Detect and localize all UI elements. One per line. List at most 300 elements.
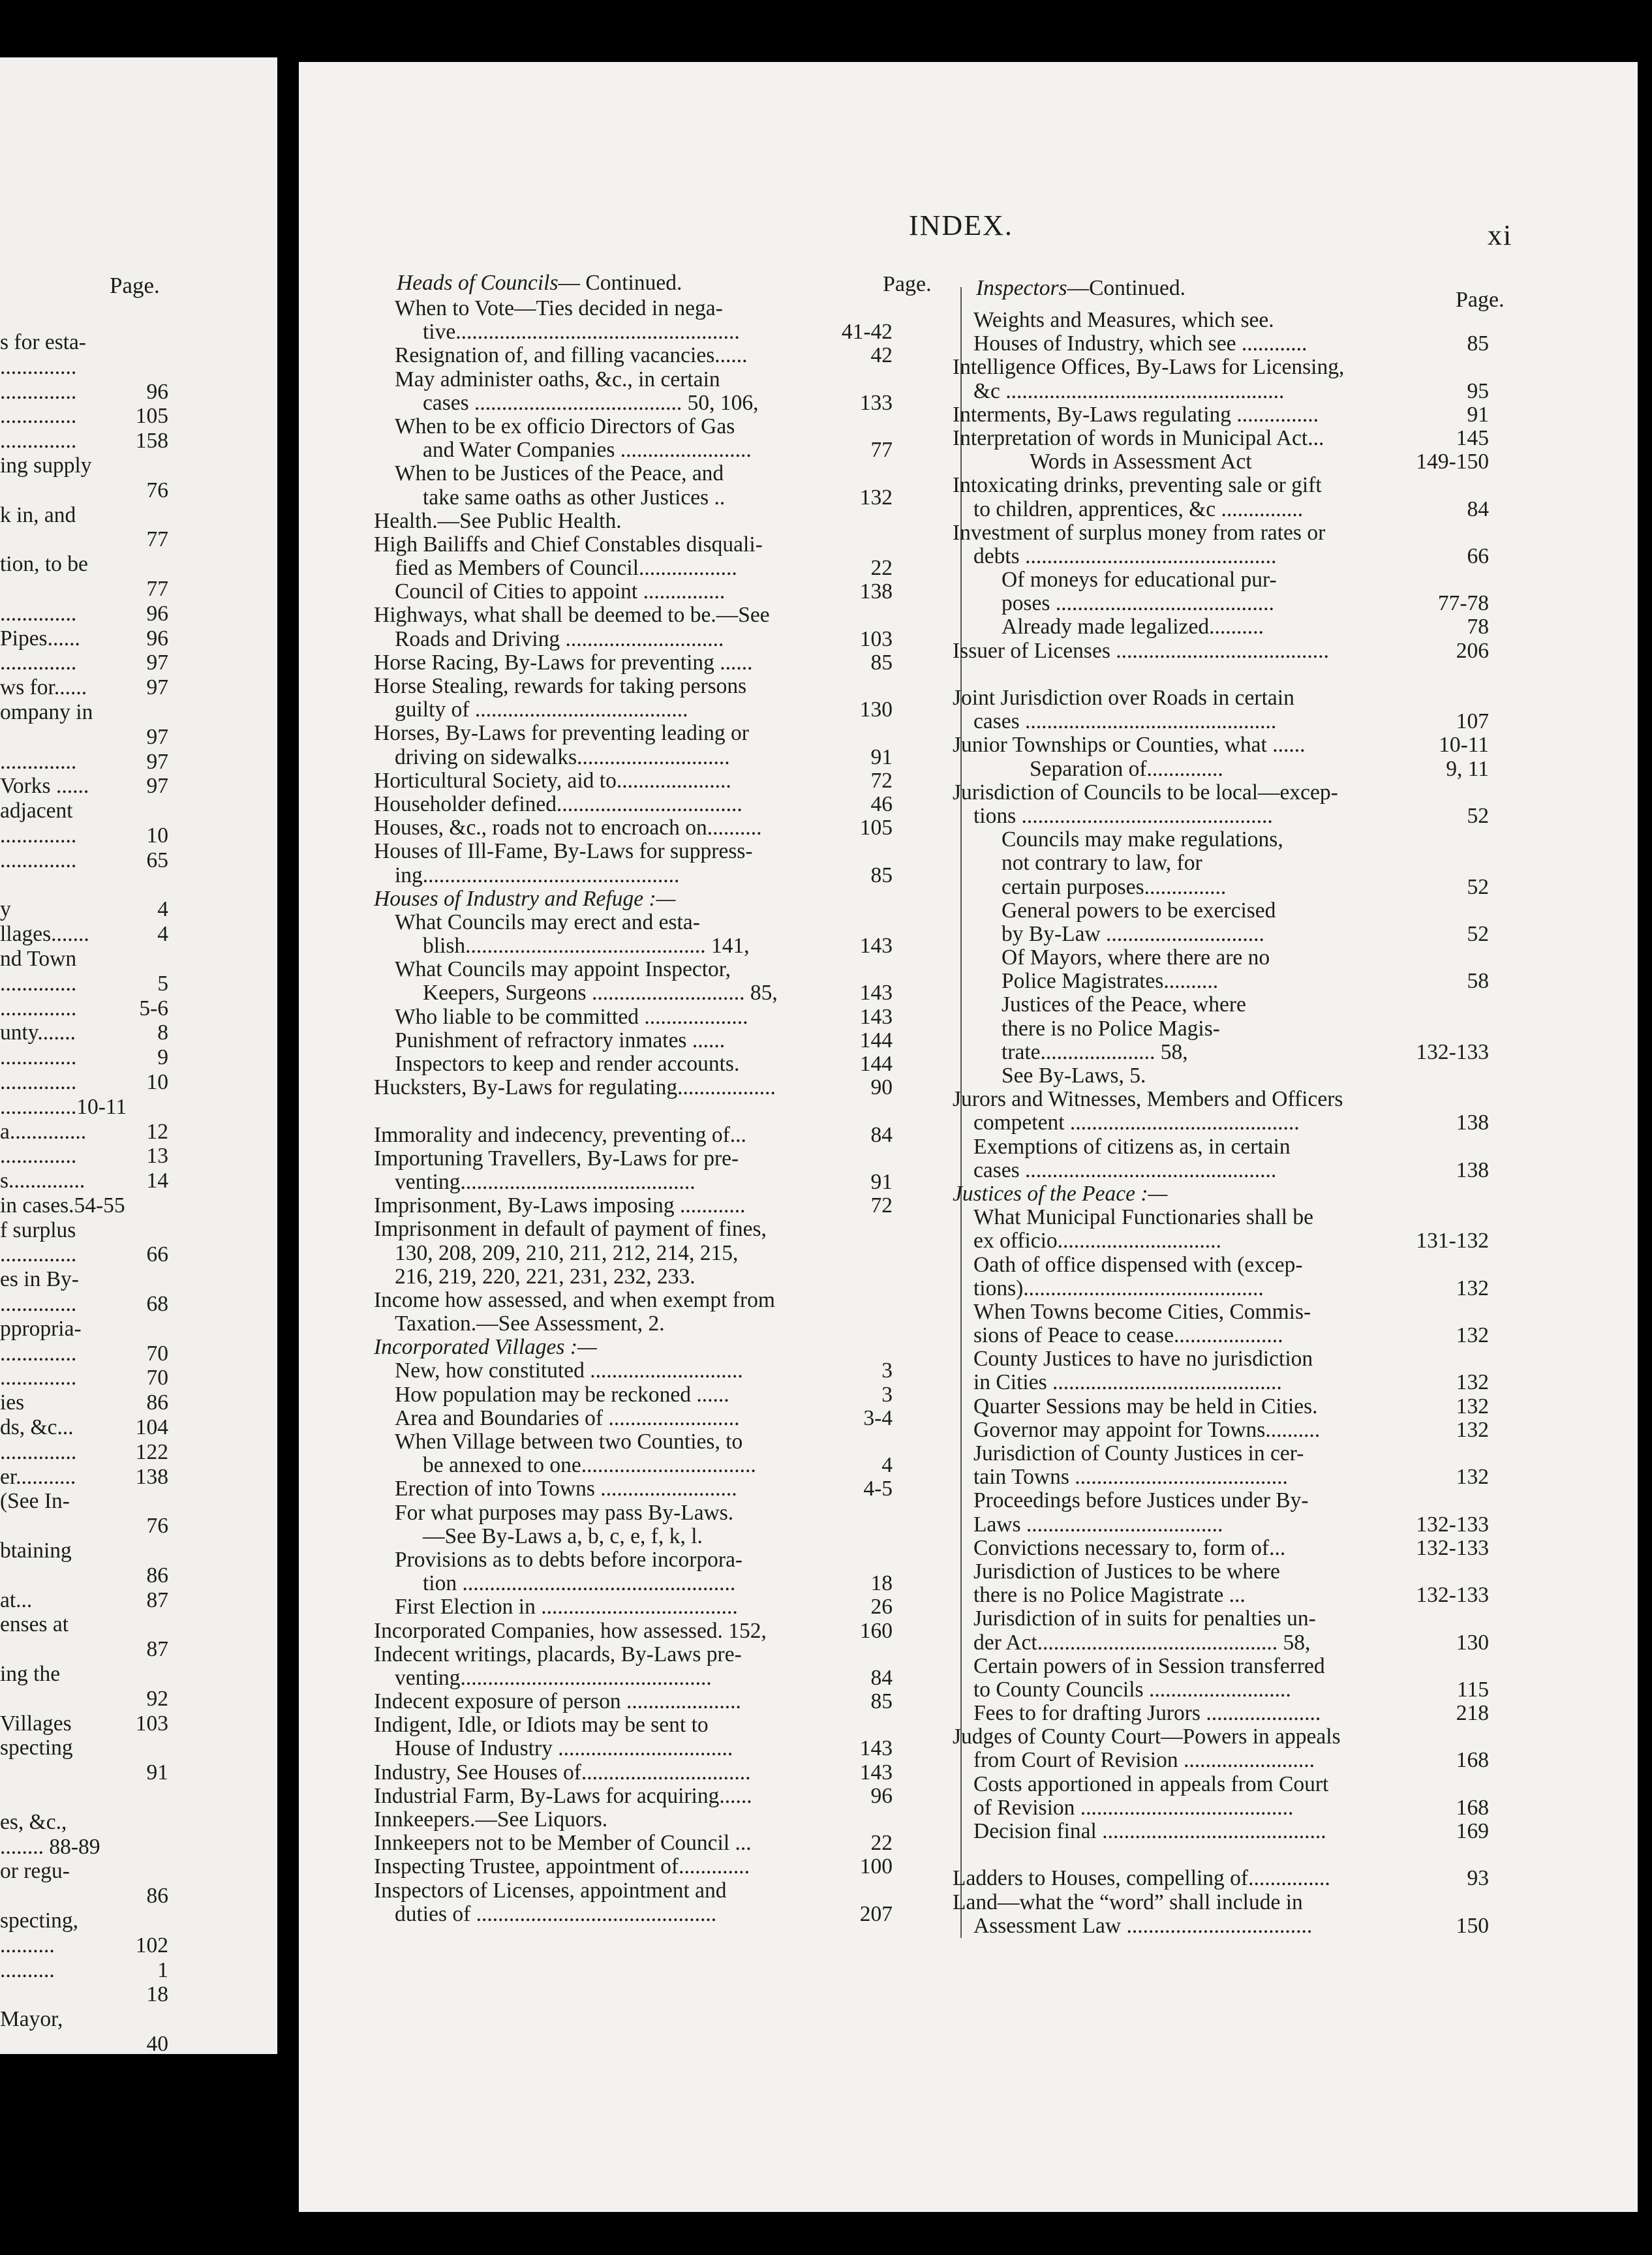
index-entry (374, 1501, 893, 1525)
index-page (299, 62, 1638, 2212)
index-entry (374, 1194, 893, 1218)
left-index-fragment-row (0, 1390, 168, 1415)
left-index-fragment-row (0, 1662, 168, 1687)
index-entry (953, 1111, 1489, 1135)
fragment-page-ref: 66 (146, 1242, 168, 1267)
left-index-fragment-row (0, 1169, 168, 1193)
fragment-page-ref: 105 (135, 404, 168, 429)
entry-page-ref: 90 (870, 1075, 893, 1100)
entry-text: Jurisdiction of Justices to be where (973, 1559, 1280, 1584)
index-entry (374, 1548, 893, 1572)
entry-text: —See By-Laws a, b, c, e, f, k, l. (423, 1524, 703, 1548)
entry-text: venting........................................... (395, 1169, 696, 1194)
index-entry (374, 344, 893, 367)
entry-page-ref: 207 (859, 1901, 893, 1926)
index-entry (374, 1383, 893, 1407)
fragment-text: Pipes...... (0, 626, 80, 651)
index-entry (374, 604, 893, 627)
index-entry (374, 1666, 893, 1690)
entry-page-ref: 143 (859, 1760, 893, 1785)
entry-text: Highways, what shall be deemed to be.—See (374, 603, 770, 628)
entry-page-ref: 91 (1467, 402, 1489, 427)
index-entry (374, 1218, 893, 1241)
entry-text: County Justices to have no jurisdiction (973, 1347, 1313, 1372)
entry-text: Jurisdiction of in suits for penalties un- (973, 1606, 1316, 1631)
fragment-text: tion, to be (0, 552, 88, 577)
fragment-text: ing supply (0, 453, 92, 478)
left-page-fragment (0, 57, 277, 2054)
fragment-page-ref: 10 (146, 1069, 168, 1094)
entry-text: not contrary to law, for (1002, 851, 1202, 876)
left-index-fragment-row (0, 1366, 168, 1390)
fragment-page-ref: 65 (146, 848, 168, 872)
col1-title-suffix: — Continued. (558, 271, 682, 295)
left-index-fragment-row (0, 1317, 168, 1342)
left-index-fragment-row (0, 1144, 168, 1169)
entry-page-ref: 132 (1456, 1465, 1489, 1490)
index-entry (374, 510, 893, 533)
entry-page-ref: 131-132 (1416, 1229, 1489, 1253)
fragment-page-ref: 10 (146, 823, 168, 848)
index-entry (374, 628, 893, 651)
left-index-fragment-row (0, 675, 168, 700)
col1-title-text: Heads of Councils (397, 271, 558, 295)
index-entry (953, 1537, 1489, 1560)
index-entry (374, 297, 893, 320)
entry-page-ref: 169 (1456, 1819, 1489, 1843)
fragment-page-ref: 91 (146, 1760, 168, 1785)
fragment-page-ref: 158 (135, 429, 168, 453)
index-entry (374, 1572, 893, 1595)
index-entry (953, 615, 1489, 639)
fragment-page-ref: 97 (146, 774, 168, 799)
entry-text: Governor may appoint for Towns.......... (973, 1417, 1321, 1442)
index-entry (953, 1419, 1489, 1442)
entry-text: House of Industry ................................ (395, 1736, 733, 1761)
index-entry (953, 1017, 1489, 1041)
fragment-text: f surplus (0, 1218, 76, 1242)
left-index-fragment-row (0, 1711, 168, 1736)
entry-page-ref: 143 (859, 1736, 893, 1761)
index-entry (374, 462, 893, 485)
entry-text: cases .............................................. (973, 709, 1277, 734)
entry-page-ref: 130 (859, 698, 893, 722)
entry-text: certain purposes............... (1002, 874, 1227, 899)
entry-text: tion .................................................. (423, 1571, 736, 1596)
left-index-fragment-row (0, 774, 168, 799)
entry-text: Convictions necessary to, form of... (973, 1535, 1286, 1560)
index-entry (374, 1265, 893, 1289)
entry-page-ref: 66 (1467, 544, 1489, 568)
entry-text: Indigent, Idle, or Idiots may be sent to (374, 1713, 709, 1738)
entry-text: be annexed to one................................ (423, 1453, 756, 1478)
fragment-page-ref: 96 (146, 626, 168, 651)
index-entry (953, 1607, 1489, 1631)
fragment-text: ing the (0, 1662, 61, 1687)
fragment-page-ref: 18 (146, 1982, 168, 2007)
entry-page-ref: 85 (870, 863, 893, 887)
index-entry (374, 1903, 893, 1926)
entry-text: Certain powers of in Session transferred (973, 1653, 1325, 1678)
fragment-text: .............. (0, 1341, 77, 1366)
entry-text: Of moneys for educational pur- (1002, 568, 1277, 592)
index-entry (374, 864, 893, 887)
index-entry (953, 474, 1489, 497)
entry-text: Industrial Farm, By-Laws for acquiring...... (374, 1783, 752, 1808)
entry-page-ref: 132 (1456, 1323, 1489, 1348)
entry-text: Council of Cities to appoint ............... (395, 579, 726, 604)
index-entry (374, 1336, 893, 1359)
left-index-fragment-row (0, 1242, 168, 1267)
index-entry (953, 403, 1489, 427)
entry-text: tions .............................................. (973, 803, 1273, 828)
fragment-text: s.............. (0, 1169, 85, 1193)
fragment-page-ref: 13 (146, 1144, 168, 1169)
entry-text: Inspectors to keep and render accounts. (395, 1052, 740, 1076)
entry-text: Laws .................................... (973, 1512, 1223, 1537)
index-entry (953, 380, 1489, 403)
entry-text: in Cities .......................................... (973, 1370, 1282, 1395)
index-entry (953, 686, 1489, 710)
fragment-page-ref: 96 (146, 379, 168, 404)
index-entry (953, 1465, 1489, 1489)
fragment-text: specting, (0, 1909, 79, 1933)
entry-text: Imprisonment, By-Laws imposing ............ (374, 1193, 746, 1218)
entry-text: Proceedings before Justices under By- (973, 1488, 1309, 1513)
index-entry (374, 1855, 893, 1879)
left-index-fragment-row (0, 1440, 168, 1465)
index-entry (953, 758, 1489, 781)
entry-page-ref: 100 (859, 1854, 893, 1879)
fragment-text: or regu- (0, 1859, 70, 1884)
index-entry (374, 698, 893, 722)
index-entry (953, 1371, 1489, 1394)
index-entry (953, 970, 1489, 993)
entry-page-ref: 168 (1456, 1795, 1489, 1820)
fragment-page-ref: 97 (146, 724, 168, 749)
entry-page-ref: 149-150 (1416, 450, 1489, 474)
left-index-fragment-row (0, 873, 168, 898)
index-entry (953, 1584, 1489, 1607)
fragment-text: at... (0, 1588, 33, 1612)
fragment-page-ref: 4 (157, 897, 168, 922)
entry-page-ref: 52 (1467, 874, 1489, 899)
fragment-page-ref: 86 (146, 1884, 168, 1909)
entry-text: driving on sidewalks............................ (395, 744, 730, 769)
fragment-page-ref: 103 (135, 1711, 168, 1736)
entry-page-ref: 206 (1456, 638, 1489, 663)
index-entry (953, 1253, 1489, 1277)
entry-page-ref: 72 (870, 768, 893, 793)
col2-title-text: Inspectors (976, 276, 1067, 300)
entry-page-ref: 132-133 (1416, 1039, 1489, 1064)
left-index-fragment-row (0, 1539, 168, 1563)
entry-page-ref: 132 (1456, 1394, 1489, 1419)
index-entry (374, 746, 893, 769)
entry-page-ref: 72 (870, 1193, 893, 1218)
entry-text: fied as Members of Council.................. (395, 556, 737, 581)
index-entry (953, 1560, 1489, 1584)
index-entry (953, 1041, 1489, 1064)
entry-text: Joint Jurisdiction over Roads in certain (953, 686, 1294, 710)
fragment-text: adjacent (0, 799, 73, 823)
fragment-text: Vorks ...... (0, 774, 89, 799)
left-index-fragment-row (0, 1612, 168, 1637)
entry-page-ref: 132 (1456, 1276, 1489, 1300)
entry-text: New, how constituted ............................ (395, 1358, 743, 1383)
index-entry (374, 1619, 893, 1643)
index-entry (953, 1914, 1489, 1938)
entry-page-ref: 130 (1456, 1630, 1489, 1655)
fragment-text: k in, and (0, 502, 76, 527)
index-entry (953, 899, 1489, 923)
fragment-text: .............. (0, 1069, 77, 1094)
entry-text: Junior Townships or Counties, what ...... (953, 733, 1306, 758)
entry-page-ref: 58 (1467, 969, 1489, 994)
index-entry (374, 486, 893, 510)
left-index-fragment-row (0, 1342, 168, 1366)
fragment-text: s for esta- (0, 330, 87, 354)
fragment-page-ref: 70 (146, 1366, 168, 1390)
index-entry (953, 1300, 1489, 1324)
fragment-page-ref: 77 (146, 576, 168, 601)
entry-page-ref: 150 (1456, 1913, 1489, 1938)
index-entry (374, 1052, 893, 1076)
left-index-fragment-row (0, 1687, 168, 1711)
index-entry (374, 1595, 893, 1619)
fragment-text: ..............10-11 (0, 1094, 127, 1119)
entry-page-ref: 103 (859, 626, 893, 651)
fragment-text: .............. (0, 601, 77, 626)
entry-text: take same oaths as other Justices .. (423, 485, 726, 510)
entry-text: Resignation of, and filling vacancies...... (395, 343, 748, 368)
entry-text: Horticultural Society, aid to..................... (374, 768, 731, 793)
col1-title (397, 271, 682, 296)
fragment-text: .............. (0, 1292, 77, 1317)
index-entry (953, 1820, 1489, 1843)
index-entry (953, 1135, 1489, 1159)
index-entry (953, 946, 1489, 970)
index-entry (953, 1891, 1489, 1914)
entry-page-ref: 145 (1456, 425, 1489, 450)
fragment-page-ref: 97 (146, 651, 168, 675)
left-index-fragment-row (0, 972, 168, 996)
entry-page-ref: 22 (870, 1831, 893, 1856)
fragment-page-ref: 138 (135, 1464, 168, 1489)
left-index-fragment-row (0, 1588, 168, 1613)
entry-text: Keepers, Surgeons ............................ 85, (423, 981, 778, 1005)
entry-text: by By-Law ............................. (1002, 921, 1264, 946)
entry-page-ref: 132 (859, 485, 893, 510)
entry-text: Intoxicating drinks, preventing sale or gift (953, 473, 1322, 498)
index-entry (953, 639, 1489, 663)
entry-page-ref: 138 (859, 579, 893, 604)
entry-text: Investment of surplus money from rates or (953, 520, 1326, 545)
entry-text: der Act............................................ 58, (973, 1630, 1311, 1655)
index-entry (953, 710, 1489, 733)
entry-text: How population may be reckoned ...... (395, 1382, 729, 1407)
left-index-fragment-row (0, 1563, 168, 1588)
entry-text: Oath of office dispensed with (excep- (973, 1252, 1303, 1277)
entry-text: Horse Stealing, rewards for taking persons (374, 674, 747, 698)
fragment-text: .............. (0, 971, 77, 996)
fragment-text: llages....... (0, 922, 89, 947)
entry-page-ref: 26 (870, 1595, 893, 1619)
page-title: INDEX. (909, 209, 1013, 241)
entry-page-ref: 52 (1467, 921, 1489, 946)
index-entry (374, 1690, 893, 1713)
index-entry (953, 663, 1489, 686)
index-entry (953, 1867, 1489, 1890)
entry-text: there is no Police Magistrate ... (973, 1583, 1246, 1608)
entry-page-ref: 91 (870, 744, 893, 769)
entry-text: May administer oaths, &c., in certain (395, 367, 720, 391)
index-entry (374, 1454, 893, 1477)
entry-text: Jurisdiction of County Justices in cer- (973, 1441, 1304, 1465)
left-index-fragment-row (0, 380, 168, 405)
index-entry (374, 1289, 893, 1312)
entry-page-ref: 132-133 (1416, 1583, 1489, 1608)
fragment-text: es in By- (0, 1267, 79, 1292)
entry-text: Provisions as to debts before incorpora- (395, 1547, 743, 1572)
left-index-fragment-row (0, 1120, 168, 1144)
entry-text: Judges of County Court—Powers in appeals (953, 1725, 1341, 1749)
left-index-fragment-row (0, 1785, 168, 1810)
index-entry (374, 1147, 893, 1171)
fragment-text: in cases.54-55 (0, 1193, 125, 1218)
index-entry (374, 981, 893, 1005)
left-index-fragment-row (0, 1760, 168, 1785)
entry-page-ref: 132-133 (1416, 1512, 1489, 1537)
index-entry (953, 568, 1489, 592)
entry-page-ref: 22 (870, 556, 893, 581)
entry-text: debts .............................................. (973, 544, 1277, 568)
left-index-fragment-row (0, 552, 168, 577)
entry-page-ref: 115 (1456, 1677, 1489, 1702)
entry-text: sions of Peace to cease.................... (973, 1323, 1283, 1348)
index-entry (374, 958, 893, 981)
fragment-text: nd Town (0, 946, 77, 971)
left-index-fragment-row (0, 823, 168, 848)
left-index-fragment-row (0, 1218, 168, 1243)
left-index-fragment-row (0, 922, 168, 947)
entry-text: duties of ............................................ (395, 1901, 717, 1926)
fragment-text: er........... (0, 1464, 76, 1489)
index-entry (953, 309, 1489, 332)
entry-page-ref: 132 (1456, 1417, 1489, 1442)
entry-text: When to be Justices of the Peace, and (395, 461, 724, 486)
entry-text: tive.................................................... (423, 320, 740, 345)
index-entry (374, 911, 893, 934)
entry-text: Ladders to Houses, compelling of............... (953, 1866, 1330, 1891)
entry-text: Justices of the Peace :— (953, 1181, 1168, 1206)
fragment-page-ref: 86 (146, 1563, 168, 1588)
fragment-page-ref: 40 (146, 2031, 168, 2054)
fragment-page-ref: 122 (135, 1439, 168, 1464)
entry-page-ref: 138 (1456, 1158, 1489, 1182)
index-entry (374, 1005, 893, 1029)
entry-text: What Councils may erect and esta- (395, 910, 700, 934)
fragment-text: specting (0, 1736, 73, 1760)
index-entry (374, 1099, 893, 1123)
left-index-fragment-row (0, 1736, 168, 1760)
index-entry (953, 1324, 1489, 1347)
entry-text: from Court of Revision ........................ (973, 1748, 1315, 1773)
fragment-page-ref: 77 (146, 527, 168, 552)
index-entry (374, 1879, 893, 1903)
index-entry (374, 1171, 893, 1194)
left-index-fragment-row (0, 725, 168, 750)
entry-text: trate..................... 58, (1002, 1039, 1188, 1064)
left-index-fragment-row (0, 503, 168, 528)
entry-page-ref: 84 (870, 1122, 893, 1147)
index-entry (953, 1442, 1489, 1465)
fragment-text: .............. (0, 404, 77, 429)
left-index-fragment-row (0, 750, 168, 775)
fragment-text: .............. (0, 749, 77, 774)
fragment-page-ref: 1 (157, 1957, 168, 1982)
left-index-fragment-row (0, 2007, 168, 2032)
index-entry (953, 805, 1489, 828)
fragment-text: .............. (0, 651, 77, 675)
entry-text: and Water Companies ........................ (423, 438, 752, 463)
left-index-fragment-row (0, 527, 168, 552)
left-index-fragment-row (0, 1884, 168, 1909)
entry-page-ref: 41-42 (841, 320, 893, 345)
entry-text: Immorality and indecency, preventing of... (374, 1122, 746, 1147)
entry-page-ref: 138 (1456, 1111, 1489, 1135)
fragment-text: .............. (0, 379, 77, 404)
left-index-fragment-row (0, 1835, 168, 1860)
left-index-fragment-row (0, 1095, 168, 1120)
index-entry (953, 876, 1489, 899)
entry-text: Police Magistrates.......... (1002, 969, 1219, 994)
index-entry (374, 1029, 893, 1052)
entry-text: Issuer of Licenses ....................................... (953, 638, 1329, 663)
entry-page-ref: 46 (870, 791, 893, 816)
entry-page-ref: 4 (881, 1453, 893, 1478)
index-entry (374, 887, 893, 911)
fragment-text: .............. (0, 1144, 77, 1169)
index-entry (953, 498, 1489, 521)
index-entry (374, 769, 893, 793)
index-entry (374, 1832, 893, 1855)
entry-page-ref: 77-78 (1437, 591, 1489, 616)
entry-text: Costs apportioned in appeals from Court (973, 1772, 1329, 1796)
entry-text: Taxation.—See Assessment, 2. (395, 1312, 665, 1336)
left-index-fragment-row (0, 602, 168, 626)
fragment-page-ref: 4 (157, 922, 168, 947)
entry-text: When Towns become Cities, Commis- (973, 1299, 1311, 1324)
index-entry (374, 368, 893, 391)
fragment-page-ref: 97 (146, 749, 168, 774)
fragment-page-ref: 102 (135, 1933, 168, 1957)
fragment-text: .............. (0, 1242, 77, 1267)
entry-text: Already made legalized.......... (1002, 615, 1264, 639)
fragment-text: y (0, 897, 11, 922)
entry-text: cases ...................................... 50, 106, (423, 390, 759, 415)
index-entry (374, 793, 893, 816)
entry-text: See By-Laws, 5. (1002, 1064, 1146, 1088)
left-index-fragment-row (0, 1070, 168, 1095)
col2-title (976, 276, 1185, 301)
entry-page-ref: 84 (870, 1665, 893, 1690)
entry-text: tain Towns ....................................... (973, 1465, 1288, 1490)
entry-text: Separation of.............. (1030, 756, 1223, 781)
entry-text: tions)............................................ (973, 1276, 1264, 1300)
entry-text: Assessment Law .................................. (973, 1913, 1313, 1938)
entry-page-ref: 3 (881, 1358, 893, 1383)
